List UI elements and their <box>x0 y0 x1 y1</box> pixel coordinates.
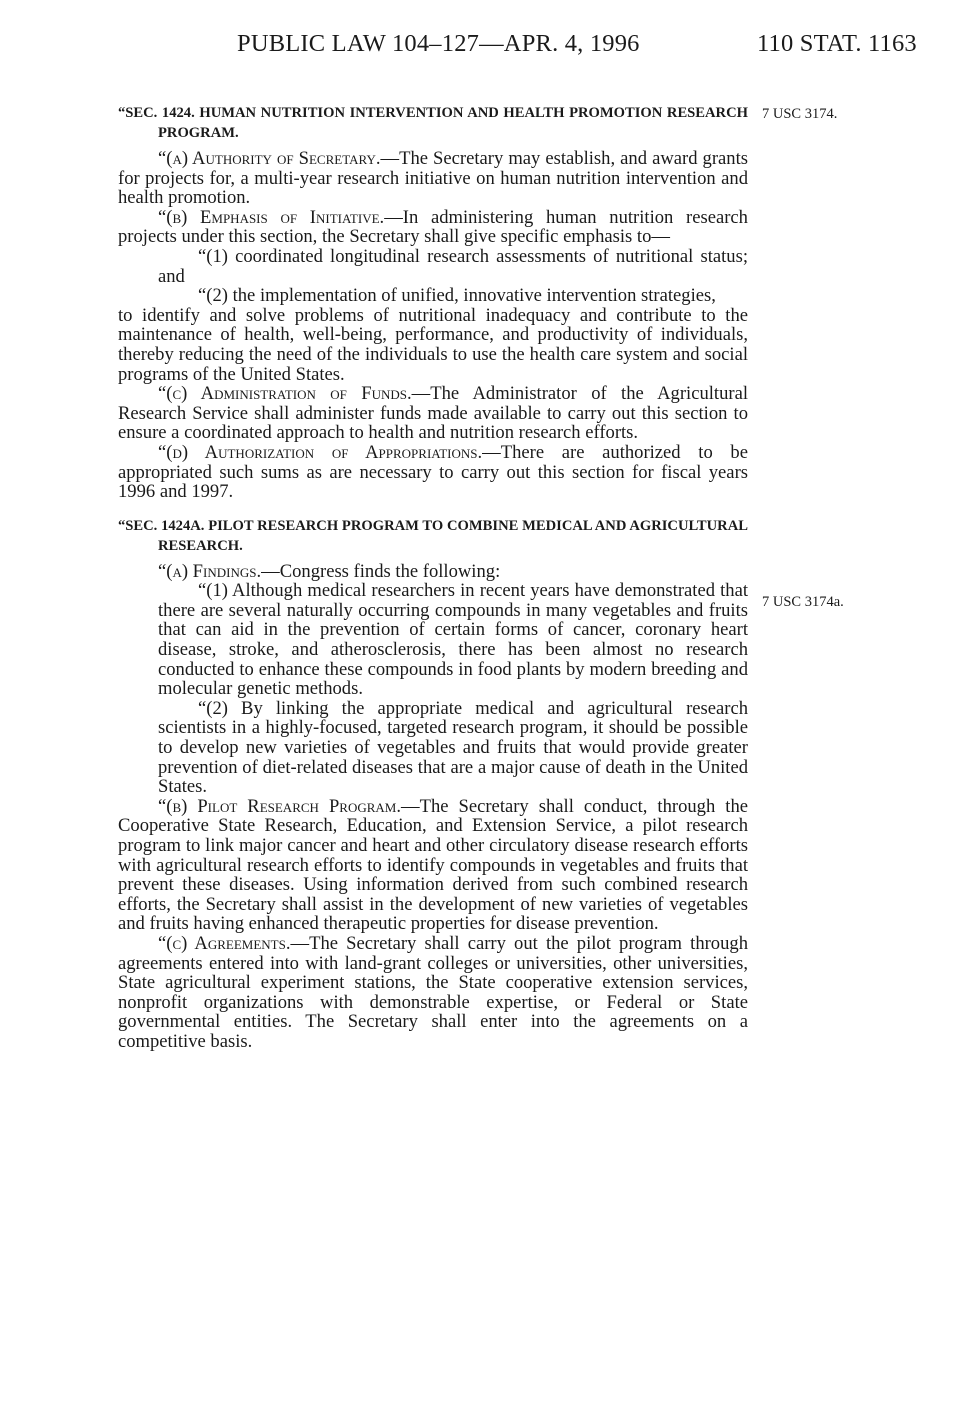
sec1424-b-text: —In administering human nutrition research projects under this section, the Secretary shall give specific emphasis to— <box>118 206 748 248</box>
margin-citation-3174: 7 USC 3174. <box>762 106 838 122</box>
sec1424-subsection-a <box>118 149 748 208</box>
sec1424a-a-caption: “(a) Findings. <box>158 560 262 582</box>
sec1424-b-flush-text: to identify and solve problems of nutritional inadequacy and contribute to the maintenance of health, well-being, performance, and productivity of individuals, thereby reducing the need of the individuals to use the health care system and social programs of the United States. <box>118 304 748 385</box>
stat-page-number: 110 STAT. 1163 <box>757 30 917 57</box>
sec1424-c-caption: “(c) Administration of Funds. <box>158 383 412 405</box>
sec1424a-subsection-b <box>118 797 748 934</box>
running-header <box>0 30 957 70</box>
sec1424a-paragraph-2: “(2) By linking the appropriate medical and agricultural research scientists in a highly-focused, targeted research program, it should be possible to develop new varieties of vegetables and fruits that would provide greater prevention of diet-related diseases that are a major cause of death in the United States. <box>158 697 748 798</box>
sec1424a-b-text: —The Secretary shall conduct, through the Cooperative State Research, Education, and Extension Service, a pilot research program to link major cancer and heart and other circulatory disease research efforts with agricultural research efforts to identify compounds in vegetables and fruits that prevent these diseases. Using information derived from such combined research efforts, the Secretary shall assist in the development of new varieties of vegetables and fruits having enhanced therapeutic properties for disease prevention. <box>118 795 748 935</box>
sec1424-a-caption: “(a) Authority of Secretary. <box>158 148 381 169</box>
sec1424-c-text: —The Administrator of the Agricultural Research Service shall administer funds made available to carry out this section to ensure a coordinated approach to health and nutrition research efforts. <box>118 383 748 444</box>
sec1424a-c-text: —The Secretary shall carry out the pilot program through agreements entered into with land-grant colleges or universities, other universities, State agricultural experiment stations, the State cooperative extension services, nonprofit organizations with demonstrable expertise, or Federal or State governmental entities. The Secretary shall enter into the agreements on a competitive basis. <box>118 932 748 1052</box>
sec1424-b-caption: “(b) Emphasis of Initiative. <box>158 206 385 228</box>
sec1424a-subsection-c <box>118 934 748 1052</box>
margin-citation-3174a: 7 USC 3174a. <box>762 594 844 610</box>
section-1424a-heading: “SEC. 1424A. PILOT RESEARCH PROGRAM TO COMBINE MEDICAL AND AGRICULTURAL RESEARCH. <box>118 517 748 554</box>
sec1424-subsection-b <box>118 208 748 247</box>
sec1424-a-text: —The Secretary may establish, and award grants for projects for, a multi-year research initiative on human nutrition intervention and health promotion. <box>118 148 748 209</box>
statute-body <box>118 103 748 1052</box>
law-title: PUBLIC LAW 104–127—APR. 4, 1996 <box>237 30 640 57</box>
sec1424a-paragraph-1: “(1) Although medical researchers in recent years have demonstrated that there are several naturally occurring compounds in many vegetables and fruits that can aid in the prevention of certain forms of cancer, coronary heart disease, stroke, and atherosclerosis, there has been almost no research conducted to enhance these compounds in food plants by modern breeding and molecular genetic methods. <box>158 580 748 700</box>
sec1424-paragraph-2: “(2) the implementation of unified, innovative intervention strategies, <box>198 285 716 307</box>
section-1424-heading: “SEC. 1424. HUMAN NUTRITION INTERVENTION AND HEALTH PROMOTION RESEARCH PROGRAM. <box>118 105 748 141</box>
sec1424-d-caption: “(d) Authorization of Appropriations. <box>158 441 483 463</box>
sec1424a-c-caption: “(c) Agreements. <box>158 932 291 954</box>
sec1424-d-text: —There are authorized to be appropriated such sums as are necessary to carry out this section for fiscal years 1996 and 1997. <box>118 441 748 503</box>
sec1424-subsection-d <box>118 443 748 502</box>
sec1424a-subsection-a <box>118 562 748 582</box>
sec1424a-b-caption: “(b) Pilot Research Program. <box>158 795 401 817</box>
sec1424-subsection-c <box>118 384 748 443</box>
sec1424a-a-text: —Congress finds the following: <box>261 560 501 582</box>
sec1424-paragraph-1: “(1) coordinated longitudinal research assessments of nutritional status; and <box>158 245 748 287</box>
